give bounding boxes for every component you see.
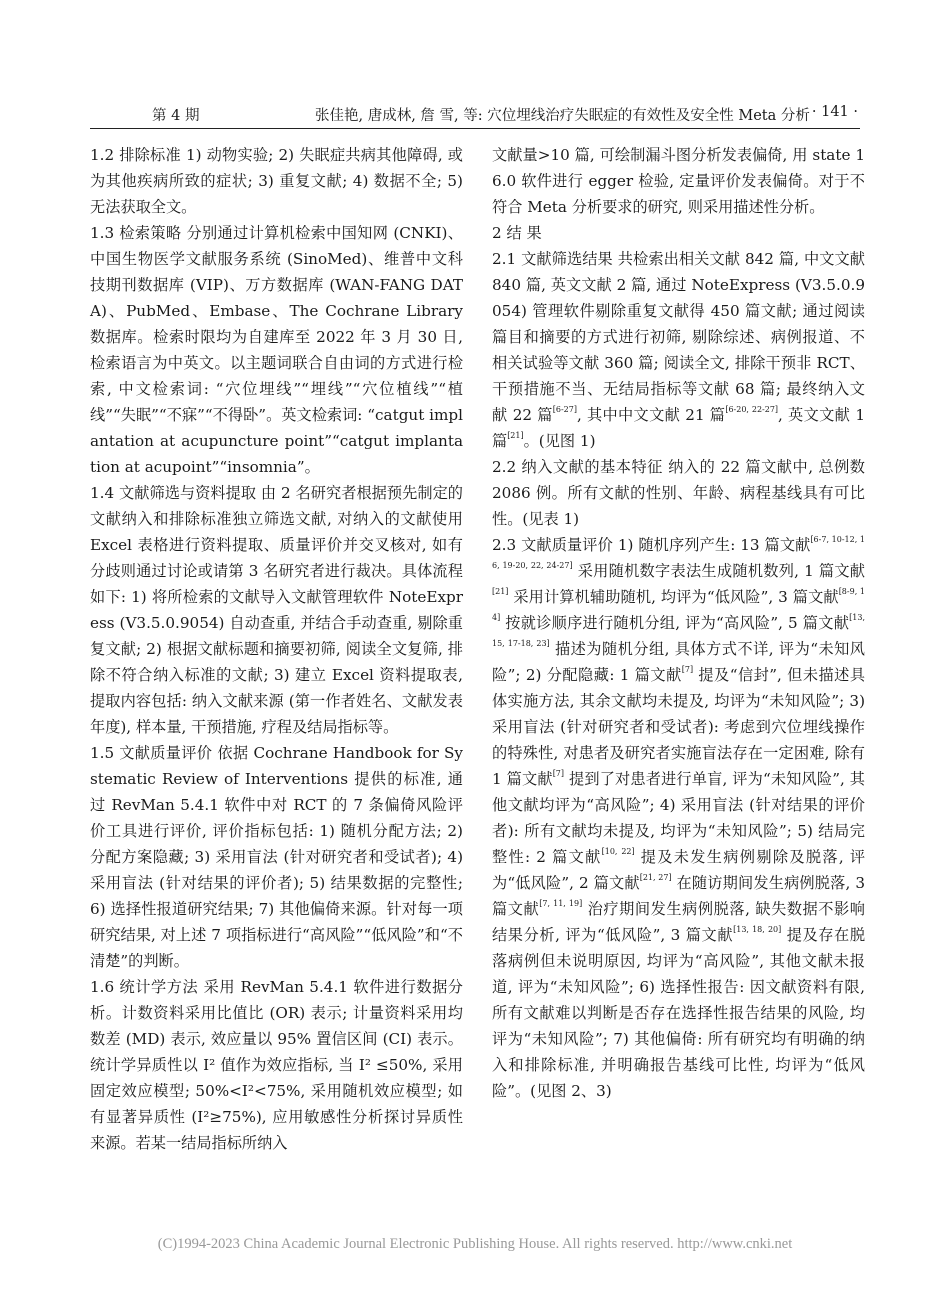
section-2-3-quality — [492, 532, 865, 1104]
running-header — [90, 100, 860, 130]
citation: [21] — [492, 587, 509, 596]
right-column — [492, 142, 865, 1104]
text-span: 提及未发生病例剔除及脱落, 评为“低风险”, 2 篇文献 — [492, 848, 866, 892]
text-span: 描述为随机分组, 具体方式不详, 评为“未知风险”; 2) 分配隐藏: 1 篇文献 — [492, 640, 865, 684]
text-span: 2.1 文献筛选结果 共检索出相关文献 842 篇, 中文文献 840 篇, 英文文献 2 篇, 通过 NoteExpress (V3.5.0.9054) 管理软件剔除重复文献得 450 篇文献; 通过阅读篇目和摘要的方式进行初筛, 剔除综述、病例报道、不相关试验等文献 360 篇; 阅读全文, 排除干预非 RCT、干预措施不当、无结局指标等文献 68 篇; 最终纳入文献 22 篇 — [492, 250, 865, 424]
citation: [21] — [507, 431, 524, 440]
section-2-heading: 2 结 果 — [492, 224, 542, 242]
text-span: 采用随机数字表法生成随机数列, 1 篇文献 — [572, 562, 865, 580]
section-1-2-exclusion: 1.2 排除标准 1) 动物实验; 2) 失眠症共病其他障碍, 或为其他疾病所致的症状; 3) 重复文献; 4) 数据不全; 5) 无法获取全文。 — [90, 146, 463, 216]
citation: [8-9, 14] — [492, 587, 865, 622]
statistics-continued: 文献量>10 篇, 可绘制漏斗图分析发表偏倚, 用 state 16.0 软件进行 egger 检验, 定量评价发表偏倚。对于不符合 Meta 分析要求的研究, 则采用描述性分析。 — [492, 146, 865, 216]
section-2-1-results — [492, 246, 865, 454]
text-span: 采用计算机辅助随机, 均评为“低风险”, 3 篇文献 — [508, 588, 839, 606]
issue-label: 第 4 期 — [152, 108, 200, 124]
section-1-5-quality: 1.5 文献质量评价 依据 Cochrane Handbook for Systematic Review of Interventions 提供的标准, 通过 RevMan 5.4.1 软件中对 RCT 的 7 条偏倚风险评价工具进行评价, 评价指标包括: 1) 随机分配方法; 2) 分配方案隐藏; 3) 采用盲法 (针对研究者和受试者); 4) 采用盲法 (针对结果的评价者); 5) 结果数据的完整性; 6) 选择性报道研究结果; 7) 其他偏倚来源。针对每一项研究结果, 对上述 7 项指标进行“高风险”“低风险”和“不清楚”的判断。 — [90, 744, 463, 970]
citation: [6-7, 10-12, 16, 19-20, 22, 24-27] — [492, 535, 865, 570]
left-column — [90, 142, 463, 1156]
citation: [7] — [681, 665, 694, 674]
citation: [7] — [552, 769, 565, 778]
page-number: · 141 · — [811, 104, 858, 120]
section-1-6-statistics: 1.6 统计学方法 采用 RevMan 5.4.1 软件进行数据分析。计数资料采用比值比 (OR) 表示; 计量资料采用均数差 (MD) 表示, 效应量以 95% 置信区间 (CI) 表示。统计学异质性以 I² 值作为效应指标, 当 I² ≤50%, 采用固定效应模型; 50%<I²<75%, 采用随机效应模型; 如有显著异质性 (I²≥75%), 应用敏感性分析探讨异质性来源。若某一结局指标所纳入 — [90, 978, 463, 1152]
citation: [21, 27] — [639, 873, 672, 882]
running-title: 张佳艳, 唐成林, 詹 雪, 等: 穴位埋线治疗失眠症的有效性及安全性 Meta 分析 — [315, 108, 810, 124]
citation: [13, 15, 17-18, 23] — [492, 613, 865, 648]
text-span: , 其中中文文献 21 篇 — [576, 406, 726, 424]
copyright-footer: (C)1994-2023 China Academic Journal Electronic Publishing House. All rights reserved. http://www.cnki.net — [157, 1236, 793, 1252]
text-span: 提及存在脱落病例但未说明原因, 均评为“高风险”, 其他文献未报道, 评为“未知风险”; 6) 选择性报告: 因文献资料有限, 所有文献难以判断是否存在选择性报告结果的风险, 均评为“未知风险”; 7) 其他偏倚: 所有研究均有明确的纳入和排除标准, 并明确报告基线可比性, 均评为“低风险”。(见图 2、3) — [492, 926, 866, 1100]
citation: [7, 11, 19] — [539, 899, 583, 908]
section-2-2-characteristics: 2.2 纳入文献的基本特征 纳入的 22 篇文献中, 总例数 2086 例。所有文献的性别、年龄、病程基线具有可比性。(见表 1) — [492, 458, 865, 528]
text-span: 治疗期间发生病例脱落, 缺失数据不影响结果分析, 评为“低风险”, 3 篇文献 — [492, 900, 865, 944]
text-span: 在随访期间发生病例脱落, 3 篇文献 — [492, 874, 865, 918]
section-1-4-screening: 1.4 文献筛选与资料提取 由 2 名研究者根据预先制定的文献纳入和排除标准独立筛选文献, 对纳入的文献使用 Excel 表格进行资料提取、质量评价并交叉核对, 如有分歧则通过讨论或请第 3 名研究者进行裁决。具体流程如下: 1) 将所检索的文献导入文献管理软件 NoteExpress (V3.5.0.9054) 自动查重, 并结合手动查重, 剔除重复文献; 2) 根据文献标题和摘要初筛, 阅读全文复筛, 排除不符合纳入标准的文献; 3) 建立 Excel 资料提取表, 提取内容包括: 纳入文献来源 (第一作者姓名、文献发表年度), 样本量, 干预措施, 疗程及结局指标等。 — [90, 484, 463, 736]
text-span: 按就诊顺序进行随机分组, 评为“高风险”, 5 篇文献 — [500, 614, 850, 632]
header-rule — [90, 128, 860, 129]
text-span: 2.3 文献质量评价 1) 随机序列产生: 13 篇文献 — [492, 536, 811, 554]
citation: [6-20, 22-27] — [725, 405, 779, 414]
citation: [10, 22] — [601, 847, 635, 856]
citation: [13, 18, 20] — [733, 925, 782, 934]
text-span: 提及“信封”, 但未描述具体实施方法, 其余文献均未提及, 均评为“未知风险”; 3) 采用盲法 (针对研究者和受试者): 考虑到穴位埋线操作的特殊性, 对患者及研究者实施盲法存在一定困难, 除有 1 篇文献 — [492, 666, 866, 788]
text-span: 。(见图 1) — [523, 432, 596, 450]
citation: [6-27] — [552, 405, 577, 414]
text-span: 提到了对患者进行单盲, 评为“未知风险”, 其他文献均评为“高风险”; 4) 采用盲法 (针对结果的评价者): 所有文献均未提及, 均评为“未知风险”; 5) 结局完整性: 2 篇文献 — [492, 770, 865, 866]
section-1-3-search: 1.3 检索策略 分别通过计算机检索中国知网 (CNKI)、中国生物医学文献服务系统 (SinoMed)、维普中文科技期刊数据库 (VIP)、万方数据库 (WAN-FANG DATA)、PubMed、Embase、The Cochrane Library 数据库。检索时限均为自建库至 2022 年 3 月 30 日, 检索语言为中英文。以主题词联合自由词的方式进行检索, 中文检索词: “穴位埋线”“埋线”“穴位植线”“植线”“失眠”“不寐”“不得卧”。英文检索词: “catgut implantation at acupuncture point”“catgut implantation at acupoint”“insomnia”。 — [90, 224, 463, 476]
text-span: , 英文文献 1 篇 — [492, 406, 865, 450]
